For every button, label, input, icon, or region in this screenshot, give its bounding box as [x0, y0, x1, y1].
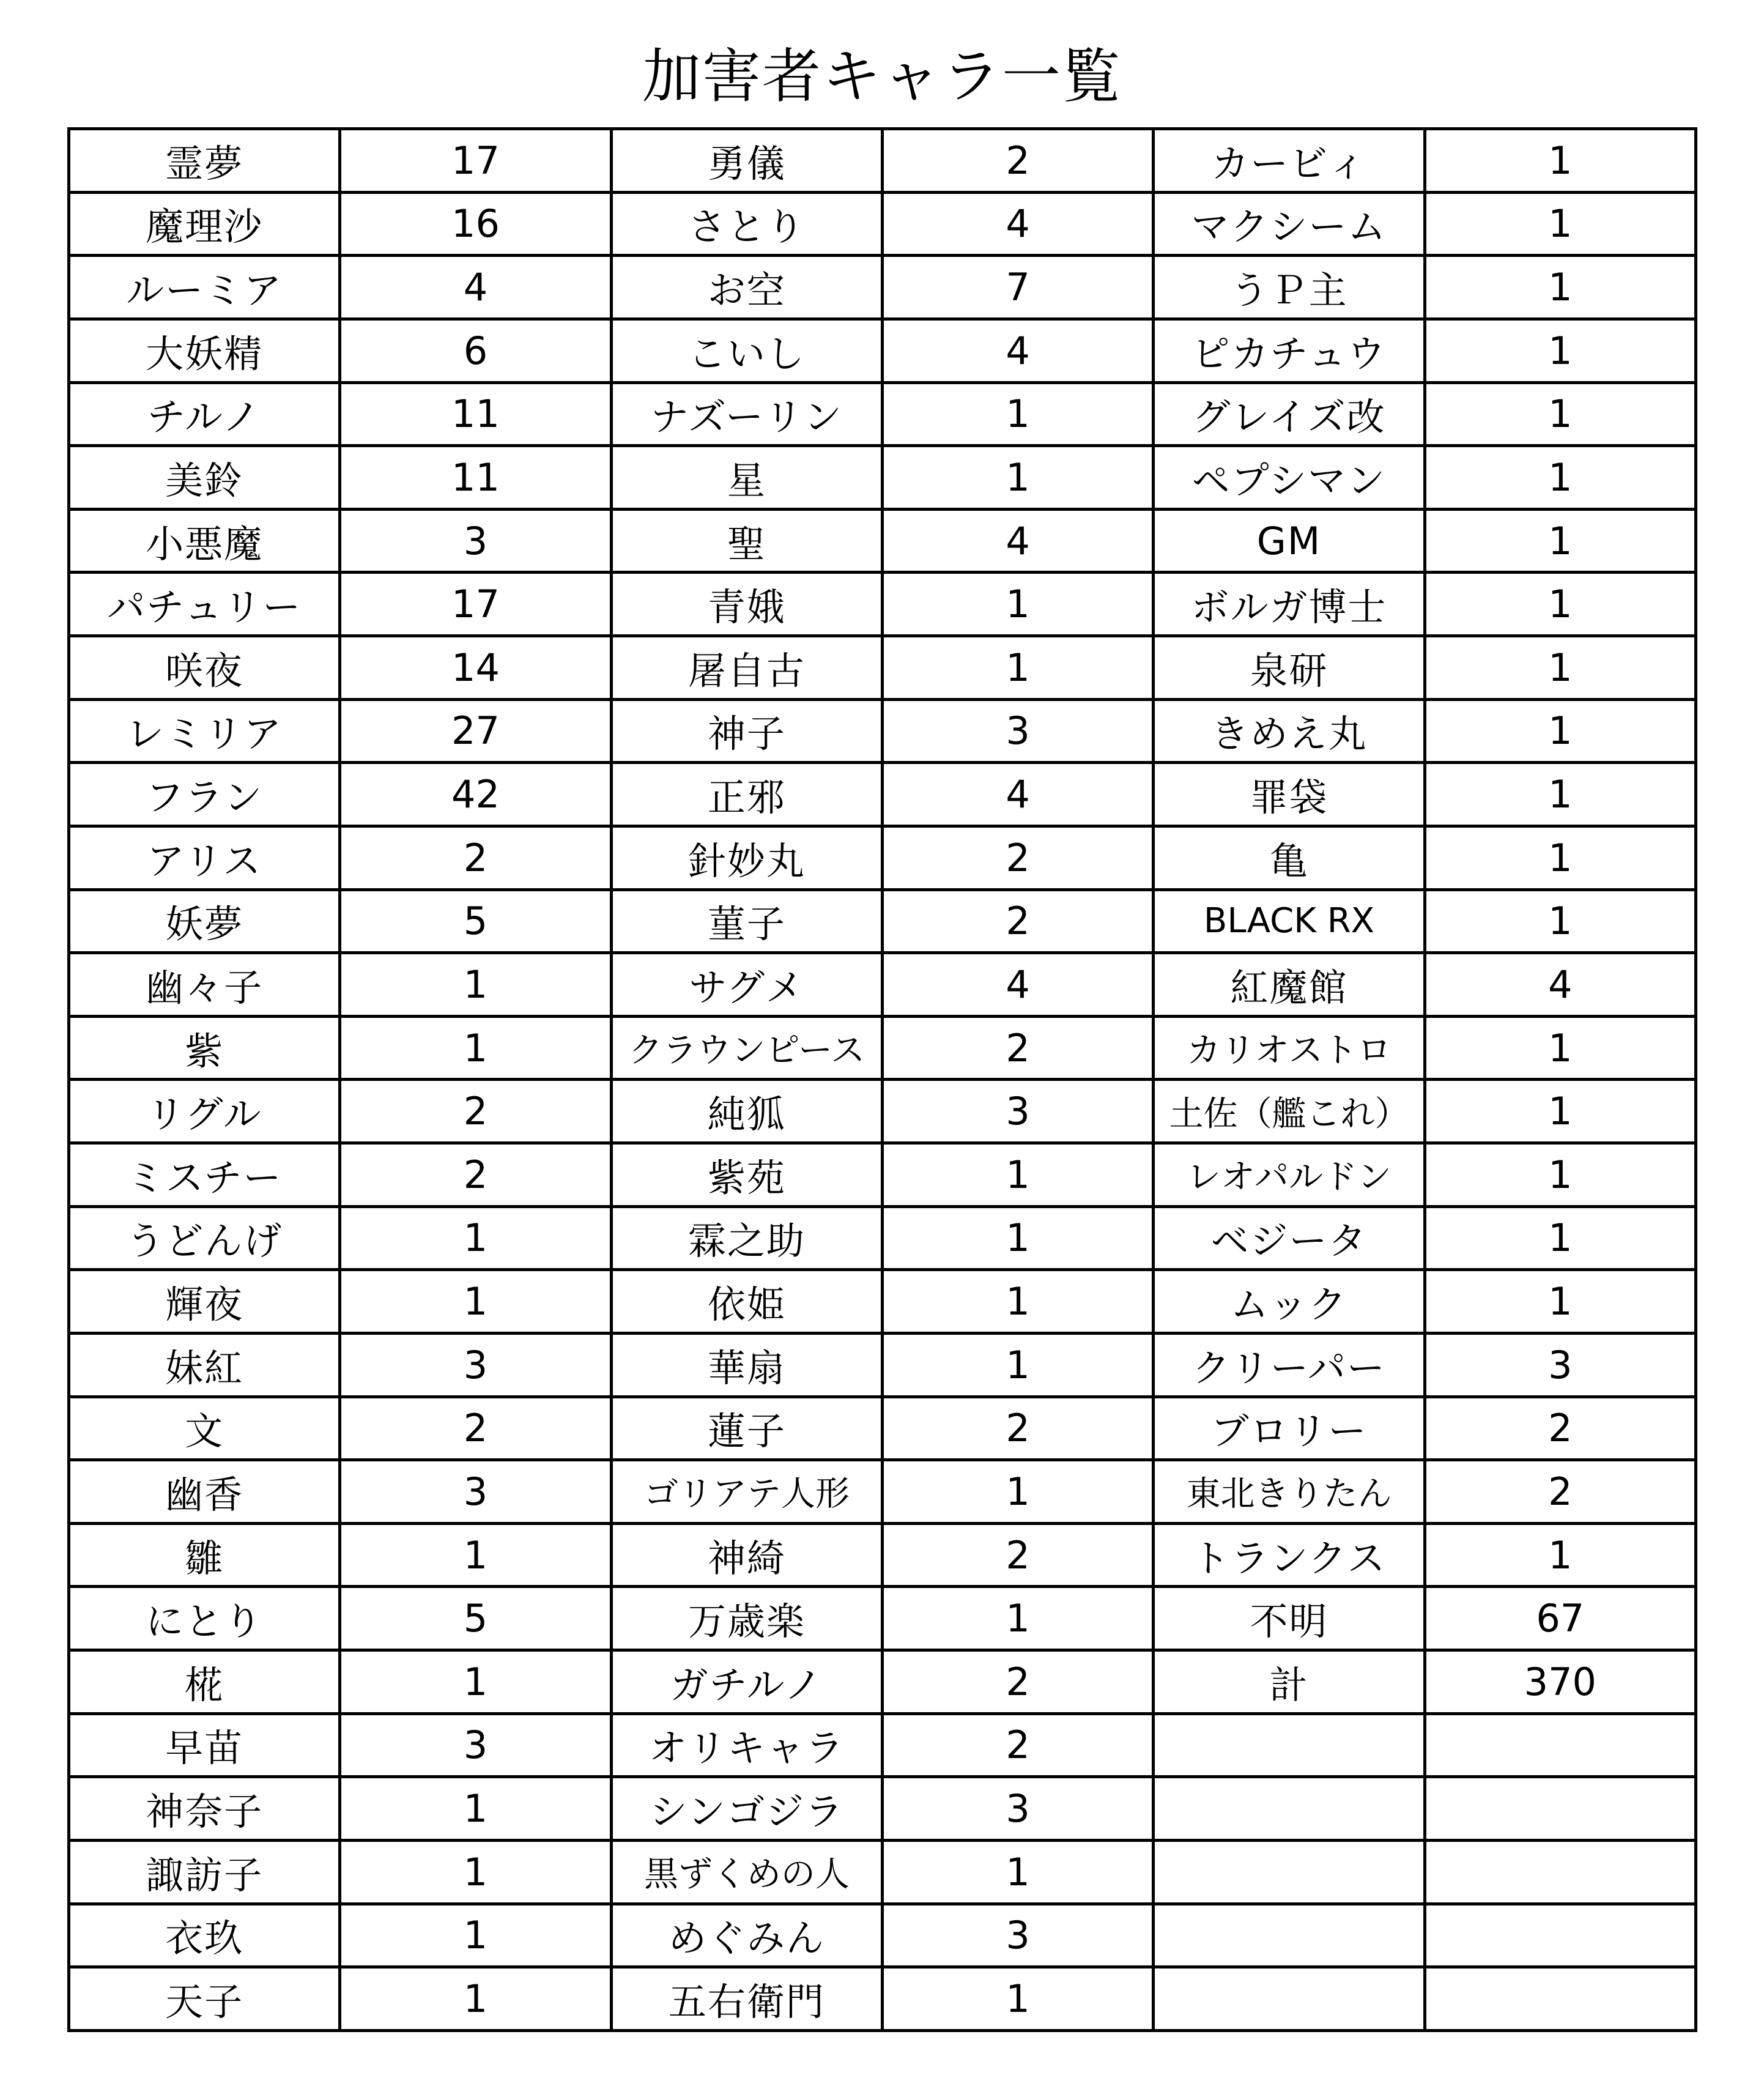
character-name-cell: ゴリアテ人形 — [611, 1460, 882, 1524]
character-name-cell: うどんげ — [69, 1206, 340, 1270]
character-name-cell: 星 — [611, 446, 882, 510]
character-name-cell: マクシーム — [1154, 192, 1425, 256]
character-count-cell: 1 — [340, 1270, 611, 1334]
character-name-cell: 黒ずくめの人 — [611, 1840, 882, 1904]
character-count-cell: 2 — [1425, 1460, 1695, 1524]
character-count-cell: 3 — [340, 1460, 611, 1524]
character-count-cell: 2 — [882, 1523, 1153, 1587]
character-count-cell: 2 — [340, 1080, 611, 1143]
character-count-cell: 3 — [340, 1333, 611, 1397]
character-count-cell: 1 — [340, 1523, 611, 1587]
character-count-cell: 1 — [1425, 319, 1695, 382]
character-name-cell: こいし — [611, 319, 882, 382]
character-name-cell: にとり — [69, 1587, 340, 1650]
table-row — [69, 1397, 1696, 1460]
character-name-cell: 屠自古 — [611, 636, 882, 700]
character-count-cell: 4 — [882, 319, 1153, 382]
character-count-cell: 1 — [340, 1206, 611, 1270]
character-count-cell: 2 — [882, 1650, 1153, 1714]
character-count-cell: 27 — [340, 699, 611, 763]
character-count-cell — [1425, 1713, 1695, 1777]
character-name-cell: 勇儀 — [611, 129, 882, 193]
character-count-cell: 3 — [882, 699, 1153, 763]
character-name-cell: さとり — [611, 192, 882, 256]
character-count-cell — [1425, 1840, 1695, 1904]
character-count-cell: 1 — [882, 573, 1153, 636]
character-count-cell: 3 — [1425, 1333, 1695, 1397]
table-row — [69, 319, 1696, 382]
character-count-cell: 1 — [1425, 699, 1695, 763]
table-row — [69, 1460, 1696, 1524]
character-count-cell: 2 — [1425, 1397, 1695, 1460]
character-name-cell: 不明 — [1154, 1587, 1425, 1650]
table-row — [69, 1206, 1696, 1270]
character-count-cell: 1 — [1425, 192, 1695, 256]
character-name-cell: 魔理沙 — [69, 192, 340, 256]
character-name-cell: めぐみん — [611, 1904, 882, 1967]
table-row — [69, 1904, 1696, 1967]
character-count-cell: 2 — [340, 826, 611, 889]
character-name-cell: 諏訪子 — [69, 1840, 340, 1904]
character-count-cell: 1 — [882, 1967, 1153, 2031]
character-count-cell: 42 — [340, 763, 611, 826]
character-name-cell: 紫 — [69, 1016, 340, 1080]
character-name-cell — [1154, 1777, 1425, 1841]
character-count-cell — [1425, 1967, 1695, 2031]
character-name-cell: 妖夢 — [69, 889, 340, 953]
character-name-cell: レオパルドン — [1154, 1143, 1425, 1207]
character-name-cell: 菫子 — [611, 889, 882, 953]
character-name-cell: 万歳楽 — [611, 1587, 882, 1650]
character-count-cell: 1 — [340, 1016, 611, 1080]
character-name-cell: 青娥 — [611, 573, 882, 636]
character-count-cell — [1425, 1777, 1695, 1841]
character-name-cell: BLACK RX — [1154, 889, 1425, 953]
character-count-cell: 1 — [882, 1143, 1153, 1207]
character-name-cell: カービィ — [1154, 129, 1425, 193]
character-count-cell: 4 — [882, 953, 1153, 1017]
character-count-cell: 1 — [1425, 129, 1695, 193]
character-count-cell: 3 — [340, 1713, 611, 1777]
character-count-cell: 1 — [1425, 826, 1695, 889]
character-name-cell: 幽々子 — [69, 953, 340, 1017]
character-count-cell: 4 — [882, 509, 1153, 573]
character-name-cell: 東北きりたん — [1154, 1460, 1425, 1524]
character-name-cell: ベジータ — [1154, 1206, 1425, 1270]
table-row — [69, 509, 1696, 573]
character-name-cell: ピカチュウ — [1154, 319, 1425, 382]
character-name-cell: 雛 — [69, 1523, 340, 1587]
character-count-cell: 1 — [1425, 1523, 1695, 1587]
character-name-cell: シンゴジラ — [611, 1777, 882, 1841]
character-count-cell: 1 — [1425, 763, 1695, 826]
character-name-cell: ルーミア — [69, 256, 340, 319]
character-name-cell: チルノ — [69, 382, 340, 446]
character-count-cell: 2 — [882, 129, 1153, 193]
character-name-cell: クラウンピース — [611, 1016, 882, 1080]
character-count-cell: 2 — [882, 826, 1153, 889]
table-row — [69, 889, 1696, 953]
character-count-cell: 1 — [882, 1206, 1153, 1270]
character-name-cell: 針妙丸 — [611, 826, 882, 889]
character-name-cell: 亀 — [1154, 826, 1425, 889]
table-row — [69, 1967, 1696, 2031]
character-name-cell: アリス — [69, 826, 340, 889]
character-count-cell: 1 — [882, 1270, 1153, 1334]
character-count-cell: 3 — [882, 1777, 1153, 1841]
table-row — [69, 699, 1696, 763]
character-name-cell: 五右衛門 — [611, 1967, 882, 2031]
character-name-cell: 紅魔館 — [1154, 953, 1425, 1017]
character-name-cell: ブロリー — [1154, 1397, 1425, 1460]
character-name-cell: ボルガ博士 — [1154, 573, 1425, 636]
character-count-cell: 1 — [882, 382, 1153, 446]
character-count-cell: 4 — [882, 763, 1153, 826]
character-name-cell: 咲夜 — [69, 636, 340, 700]
character-count-cell: 17 — [340, 129, 611, 193]
character-count-cell: 3 — [882, 1080, 1153, 1143]
character-name-cell: クリーパー — [1154, 1333, 1425, 1397]
character-count-cell: 1 — [340, 1840, 611, 1904]
character-name-cell: リグル — [69, 1080, 340, 1143]
table-row — [69, 953, 1696, 1017]
character-count-cell: 1 — [1425, 1080, 1695, 1143]
table-row — [69, 192, 1696, 256]
character-name-cell — [1154, 1967, 1425, 2031]
character-count-cell: 1 — [1425, 446, 1695, 510]
page-title: 加害者キャラ一覧 — [642, 42, 1122, 111]
character-name-cell: 神子 — [611, 699, 882, 763]
table-row — [69, 1650, 1696, 1714]
character-count-cell: 1 — [882, 1333, 1153, 1397]
character-name-cell: 依姫 — [611, 1270, 882, 1334]
character-count-cell: 1 — [1425, 509, 1695, 573]
character-name-cell: 大妖精 — [69, 319, 340, 382]
character-count-cell: 2 — [882, 1016, 1153, 1080]
character-count-cell: 2 — [882, 889, 1153, 953]
character-name-cell: 早苗 — [69, 1713, 340, 1777]
character-count-cell: 2 — [882, 1713, 1153, 1777]
table-row — [69, 1270, 1696, 1334]
character-name-cell: お空 — [611, 256, 882, 319]
character-name-cell: 幽香 — [69, 1460, 340, 1524]
character-count-cell: 11 — [340, 382, 611, 446]
table-row — [69, 1713, 1696, 1777]
character-name-cell: GM — [1154, 509, 1425, 573]
character-name-cell: 文 — [69, 1397, 340, 1460]
character-name-cell: レミリア — [69, 699, 340, 763]
character-count-cell: 1 — [1425, 1143, 1695, 1207]
character-name-cell: 純狐 — [611, 1080, 882, 1143]
character-name-cell: 天子 — [69, 1967, 340, 2031]
character-count-cell: 1 — [1425, 1016, 1695, 1080]
table-row — [69, 1080, 1696, 1143]
character-name-cell: 神奈子 — [69, 1777, 340, 1841]
character-name-cell: カリオストロ — [1154, 1016, 1425, 1080]
character-count-cell: 370 — [1425, 1650, 1695, 1714]
character-count-cell: 1 — [882, 1460, 1153, 1524]
character-count-cell: 7 — [882, 256, 1153, 319]
character-count-cell: 67 — [1425, 1587, 1695, 1650]
character-count-cell: 4 — [340, 256, 611, 319]
character-count-cell: 2 — [340, 1397, 611, 1460]
table-row — [69, 573, 1696, 636]
table-row — [69, 1777, 1696, 1841]
character-count-cell: 14 — [340, 636, 611, 700]
character-name-cell: グレイズ改 — [1154, 382, 1425, 446]
character-name-cell: ミスチー — [69, 1143, 340, 1207]
character-count-cell: 1 — [882, 1840, 1153, 1904]
character-name-cell: オリキャラ — [611, 1713, 882, 1777]
character-count-cell: 1 — [340, 1777, 611, 1841]
character-name-cell: 土佐（艦これ） — [1154, 1080, 1425, 1143]
character-name-cell: 華扇 — [611, 1333, 882, 1397]
character-name-cell: トランクス — [1154, 1523, 1425, 1587]
character-count-cell: 6 — [340, 319, 611, 382]
character-count-cell: 2 — [340, 1143, 611, 1207]
character-name-cell: 小悪魔 — [69, 509, 340, 573]
character-count-cell: 4 — [1425, 953, 1695, 1017]
character-count-cell: 17 — [340, 573, 611, 636]
character-count-cell: 1 — [340, 1967, 611, 2031]
character-count-cell: 2 — [882, 1397, 1153, 1460]
table-row — [69, 1143, 1696, 1207]
table-row — [69, 446, 1696, 510]
character-name-cell: ペプシマン — [1154, 446, 1425, 510]
character-name-cell: フラン — [69, 763, 340, 826]
character-count-cell: 1 — [340, 953, 611, 1017]
character-table — [67, 127, 1697, 2032]
table-row — [69, 1016, 1696, 1080]
character-name-cell: ナズーリン — [611, 382, 882, 446]
character-count-cell: 4 — [882, 192, 1153, 256]
character-name-cell: 霊夢 — [69, 129, 340, 193]
character-name-cell: 神綺 — [611, 1523, 882, 1587]
character-count-cell — [1425, 1904, 1695, 1967]
character-name-cell: ムック — [1154, 1270, 1425, 1334]
table-row — [69, 826, 1696, 889]
character-count-cell: 1 — [882, 636, 1153, 700]
table-row — [69, 129, 1696, 193]
character-name-cell: 計 — [1154, 1650, 1425, 1714]
table-row — [69, 1523, 1696, 1587]
character-count-cell: 3 — [882, 1904, 1153, 1967]
character-name-cell: 輝夜 — [69, 1270, 340, 1334]
character-name-cell: 衣玖 — [69, 1904, 340, 1967]
character-name-cell: うＰ主 — [1154, 256, 1425, 319]
character-count-cell: 16 — [340, 192, 611, 256]
character-name-cell: 正邪 — [611, 763, 882, 826]
character-name-cell — [1154, 1713, 1425, 1777]
character-count-cell: 1 — [882, 446, 1153, 510]
character-count-cell: 1 — [1425, 1270, 1695, 1334]
table-row — [69, 1587, 1696, 1650]
character-count-cell: 1 — [1425, 1206, 1695, 1270]
table-row — [69, 1840, 1696, 1904]
character-count-cell: 3 — [340, 509, 611, 573]
table-row — [69, 256, 1696, 319]
character-name-cell: ガチルノ — [611, 1650, 882, 1714]
character-count-cell: 5 — [340, 1587, 611, 1650]
table-row — [69, 382, 1696, 446]
character-name-cell: 椛 — [69, 1650, 340, 1714]
character-name-cell: きめえ丸 — [1154, 699, 1425, 763]
character-name-cell — [1154, 1904, 1425, 1967]
character-name-cell: 泉研 — [1154, 636, 1425, 700]
character-name-cell: 妹紅 — [69, 1333, 340, 1397]
character-count-cell: 1 — [1425, 636, 1695, 700]
character-name-cell: サグメ — [611, 953, 882, 1017]
character-name-cell: 蓮子 — [611, 1397, 882, 1460]
character-name-cell: 聖 — [611, 509, 882, 573]
character-count-cell: 5 — [340, 889, 611, 953]
character-name-cell: パチュリー — [69, 573, 340, 636]
table-row — [69, 1333, 1696, 1397]
character-count-cell: 1 — [1425, 889, 1695, 953]
character-count-cell: 1 — [340, 1650, 611, 1714]
character-count-cell: 1 — [1425, 256, 1695, 319]
character-count-cell: 1 — [882, 1587, 1153, 1650]
character-count-cell: 1 — [340, 1904, 611, 1967]
table-row — [69, 763, 1696, 826]
character-name-cell: 霖之助 — [611, 1206, 882, 1270]
character-count-cell: 1 — [1425, 382, 1695, 446]
character-count-cell: 1 — [1425, 573, 1695, 636]
table-row — [69, 636, 1696, 700]
character-count-cell: 11 — [340, 446, 611, 510]
character-name-cell: 紫苑 — [611, 1143, 882, 1207]
character-name-cell: 美鈴 — [69, 446, 340, 510]
character-name-cell: 罪袋 — [1154, 763, 1425, 826]
character-name-cell — [1154, 1840, 1425, 1904]
